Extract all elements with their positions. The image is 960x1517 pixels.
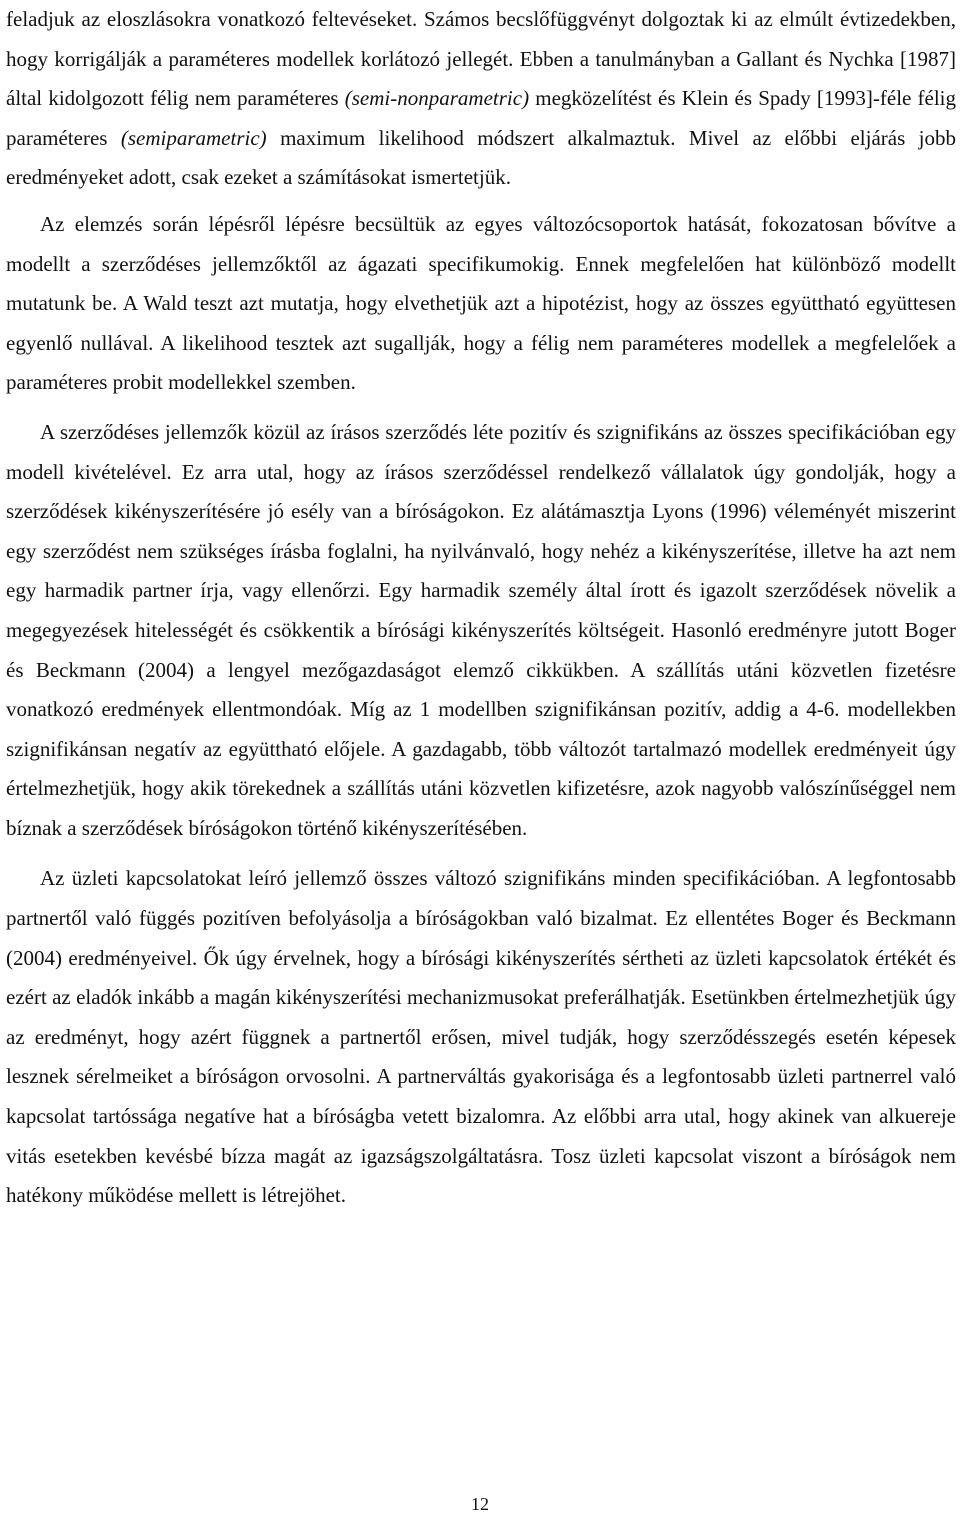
- paragraph-1: [6, 0, 956, 198]
- paragraph-2: Az elemzés során lépésről lépésre becsültük az egyes változócsoportok hatását, fokozatosan bővítve a modellt a szerződéses jellemzőktől az ágazati specifikumokig. Ennek megfelelően hat különböző modellt mutatunk be. A Wald teszt azt mutatja, hogy elvethetjük azt a hipotézist, hogy az összes együttható együttesen egyenlő nullával. A likelihood tesztek azt sugallják, hogy a félig nem paraméteres modellek a megfelelőek a paraméteres probit modellekkel szemben.: [6, 211, 956, 395]
- document-page: [6, 0, 956, 1216]
- paragraph-1-text-b: megközelítést és Klein és Spady [1993]-féle félig paraméteres: [6, 86, 957, 150]
- paragraph-3: A szerződéses jellemzők közül az írásos szerződés léte pozitív és szignifikáns az összes specifikációban egy modell kivételével. Ez arra utal, hogy az írásos szerződéssel rendelkező vállalatok úgy gondolják, hogy a szerződések kikényszerítésére jó esély van a bíróságokon. Ez alátámasztja Lyons (1996) véleményét miszerint egy szerződést nem szükséges írásba foglalni, ha nyilvánvaló, hogy nehéz a kikényszerítése, illetve ha azt nem egy harmadik partner írja, vagy ellenőrzi. Egy harmadik személy által írott és igazolt szerződések növelik a megegyezések hitelességét és csökkentik a bírósági kikényszerítés költségeit. Hasonló eredményre jutott Boger és Beckmann (2004) a lengyel mezőgazdaságot elemző cikkükben. A szállítás utáni közvetlen fizetésre vonatkozó eredmények ellentmondóak. Míg az 1 modellben szignifikánsan pozitív, addig a 4-6. modellekben szignifikánsan negatív az együttható előjele. A gazdagabb, több változót tartalmazó modellek eredményeit úgy értelmezhetjük, hogy akik törekednek a szállítás utáni közvetlen kifizetésre, azok nagyobb valószínűséggel nem bíznak a szerződések bíróságokon történő kikényszerítésében.: [6, 419, 956, 840]
- paragraph-1-italic-term-2: (semiparametric): [120, 125, 267, 150]
- paragraph-1-text-a: feladjuk az eloszlásokra vonatkozó feltevéseket. Számos becslőfüggvényt dolgoztak ki az elmúlt évtizedekben, hogy korrigálják a paraméteres modellek korlátozó jellegét. Ebben a tanulmányban a Gallant és Nychka [1987] által kidolgozott félig nem paraméteres: [6, 7, 956, 111]
- paragraph-4: Az üzleti kapcsolatokat leíró jellemző összes változó szignifikáns minden specifikációban. A legfontosabb partnertől való függés pozitíven befolyásolja a bíróságokban való bizalmat. Ez ellentétes Boger és Beckmann (2004) eredményeivel. Ők úgy érvelnek, hogy a bírósági kikényszerítés sértheti az üzleti kapcsolatok értékét és ezért az eladók inkább a magán kikényszerítési mechanizmusokat preferálhatják. Esetünkben értelmezhetjük úgy az eredményt, hogy azért függnek a partnertől erősen, mivel tudják, hogy szerződésszegés esetén képesek lesznek sérelmeiket a bíróságon orvosolni. A partnerváltás gyakorisága és a legfontosabb üzleti partnerrel való kapcsolat tartóssága negatíve hat a bíróságba vetett bizalomra. Az előbbi arra utal, hogy akinek van alkuereje vitás esetekben kevésbé bízza magát az igazságszolgáltatásra. Tosz üzleti kapcsolat viszont a bíróságok nem hatékony működése mellett is létrejöhet.: [6, 866, 956, 1208]
- paragraph-1-text-c: maximum likelihood módszert alkalmaztuk. Mivel az előbbi eljárás jobb eredményeket adott, csak ezeket a számításokat ismertetjük.: [6, 125, 957, 190]
- paragraph-1-italic-term-1: (semi-nonparametric): [344, 86, 530, 111]
- page-number: 12: [471, 1494, 489, 1514]
